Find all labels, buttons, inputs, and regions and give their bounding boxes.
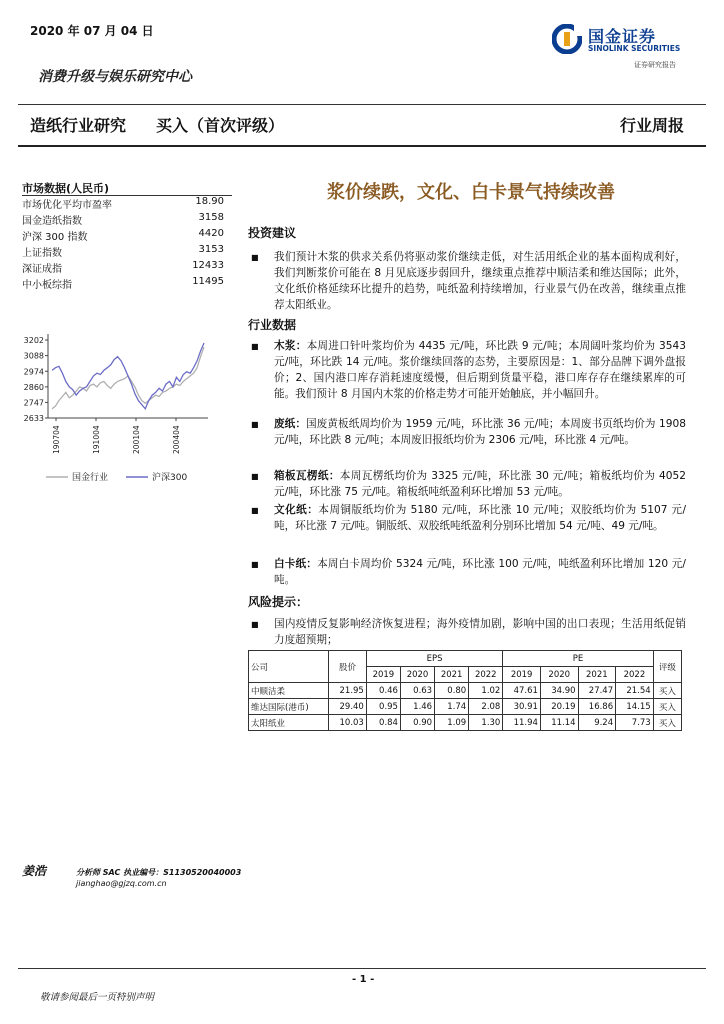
- table-row: [249, 683, 682, 699]
- research-center: 消费升级与娱乐研究中心: [38, 69, 192, 85]
- rating: 买入: [653, 683, 681, 699]
- industry-item: [274, 556, 686, 588]
- year-header: 2019: [503, 667, 541, 683]
- year-header: 2020: [400, 667, 434, 683]
- market-row: [22, 276, 224, 292]
- rating: 买入: [653, 715, 681, 731]
- divider: [18, 145, 706, 147]
- industry-item: [274, 416, 686, 448]
- y-tick-label: 2974: [23, 367, 44, 377]
- year-header: 2020: [540, 667, 578, 683]
- table-header: 评级: [653, 651, 681, 683]
- pe: 34.90: [540, 683, 578, 699]
- pe: 27.47: [578, 683, 616, 699]
- rating: 买入: [653, 699, 681, 715]
- table-header: 股价: [329, 651, 367, 683]
- item-text: 本周铜版纸均价为 5180 元/吨，环比涨 10 元/吨；双胶纸均价为 5107 元/吨，环比涨 7 元/吨。铜版纸、双胶纸吨纸盈利分别环比增加 54 元/吨、49 元/吨。: [274, 504, 687, 532]
- brand-subtitle: 证券研究报告: [634, 61, 676, 69]
- x-tick-label: 200404: [172, 425, 181, 454]
- bullet-icon: ■: [251, 472, 259, 481]
- x-tick-label: 191004: [92, 425, 101, 454]
- price: 21.95: [329, 683, 367, 699]
- market-row: [22, 228, 224, 244]
- pe: 9.24: [578, 715, 616, 731]
- report-title: 浆价续跌，文化、白卡景气持续改善: [327, 182, 615, 203]
- section-industry: 行业数据: [248, 318, 297, 332]
- year-header: 2022: [616, 667, 654, 683]
- eps: 0.90: [400, 715, 434, 731]
- market-label: 沪深 300 指数: [22, 232, 88, 243]
- market-label: 中小板综指: [22, 280, 72, 291]
- analyst-id: 分析师 SAC 执业编号：S1130520040003: [76, 868, 242, 877]
- year-header: 2021: [578, 667, 616, 683]
- y-tick-label: 3088: [23, 351, 44, 361]
- invest-text: 我们预计木浆的供求关系仍将驱动浆价继续走低，对生活用纸企业的基本面构成利好，我们判断浆价可能在 8 月见底逐步弱回升，继续重点推荐中顺洁柔和维达国际；此外，文化纸价格延续环比提升的趋势，吨纸盈利持续增加，行业景气仍在改善，继续重点推荐太阳纸业。: [274, 251, 686, 311]
- market-row: [22, 244, 224, 260]
- year-header: 2019: [366, 667, 400, 683]
- brand-logo: [552, 22, 692, 70]
- divider: [18, 968, 706, 969]
- market-row: [22, 212, 224, 228]
- item-head: 废纸：: [274, 418, 307, 430]
- author-email[interactable]: jianghao@gjzq.com.cn: [76, 879, 167, 888]
- bullet-icon: ■: [251, 506, 259, 515]
- industry-item: [274, 502, 686, 534]
- disclaimer: 敬请参阅最后一页特别声明: [40, 992, 155, 1003]
- table-header: EPS: [366, 651, 503, 667]
- brand-name-cn: 国金证券: [588, 27, 657, 46]
- bullet-icon: ■: [251, 342, 259, 351]
- market-label: 国金造纸指数: [22, 216, 82, 227]
- series-line-csi300: [52, 343, 204, 409]
- eps: 1.02: [469, 683, 503, 699]
- industry-item: [274, 468, 686, 500]
- author-name: 姜浩: [22, 864, 47, 878]
- section-risk: 风险提示：: [248, 595, 309, 609]
- company-name: 太阳纸业: [249, 715, 329, 731]
- logo-icon: [552, 24, 582, 54]
- item-head: 白卡纸：: [274, 558, 318, 570]
- y-tick-label: 3202: [23, 336, 44, 345]
- industry-title: 造纸行业研究: [30, 116, 127, 135]
- market-value: 18.90: [195, 196, 224, 207]
- pe: 21.54: [616, 683, 654, 699]
- bullet-icon: ■: [251, 560, 259, 569]
- market-row: [22, 260, 224, 276]
- industry-item: [274, 338, 686, 402]
- report-date: 2020 年 07 月 04 日: [30, 24, 154, 38]
- eps: 0.46: [366, 683, 400, 699]
- market-label: 上证指数: [22, 248, 62, 259]
- risk-text: 国内疫情反复影响经济恢复进程；海外疫情加剧，影响中国的出口表现；生活用纸促销力度超预期；: [274, 618, 686, 646]
- market-label: 市场优化平均市盈率: [22, 200, 112, 211]
- pe: 16.86: [578, 699, 616, 715]
- pe: 7.73: [616, 715, 654, 731]
- market-value: 12433: [192, 260, 224, 271]
- item-head: 木浆：: [274, 340, 307, 352]
- table-row: [249, 715, 682, 731]
- eps: 0.63: [400, 683, 434, 699]
- x-tick-label: 190704: [52, 425, 61, 454]
- legend-label: 沪深300: [152, 473, 188, 483]
- item-text: 本周进口针叶浆均价为 4435 元/吨，环比跌 9 元/吨；本周阔叶浆均价为 3543 元/吨，环比跌 14 元/吨。浆价继续回落的态势，主要原因是：1、部分品牌下调外盘报价；2、国内港口库存消耗速度缓慢，但后期到货量平稳，港口库存存在继续累库的可能。我们预计 8 月国内木浆的价格走势才可能开始触底，并小幅回升。: [274, 340, 687, 400]
- y-tick-label: 2860: [23, 382, 44, 392]
- item-text: 本周瓦楞纸均价为 3325 元/吨，环比涨 30 元/吨；箱板纸均价为 4052 元/吨，环比涨 75 元/吨。箱板纸吨纸盈利环比增加 53 元/吨。: [274, 470, 686, 498]
- y-tick-label: 2633: [23, 414, 44, 423]
- y-tick-label: 2747: [23, 398, 44, 408]
- eps: 1.46: [400, 699, 434, 715]
- market-row: [22, 196, 224, 212]
- market-value: 3153: [198, 244, 224, 255]
- eps: 0.84: [366, 715, 400, 731]
- company-name: 维达国际(港币): [249, 699, 329, 715]
- chart-svg: [18, 322, 228, 492]
- bullet-icon: ■: [251, 620, 259, 629]
- pe: 11.94: [503, 715, 541, 731]
- company-name: 中顺洁柔: [249, 683, 329, 699]
- pe: 14.15: [616, 699, 654, 715]
- pe: 11.14: [540, 715, 578, 731]
- section-invest: 投资建议: [248, 226, 297, 240]
- eps: 0.80: [435, 683, 469, 699]
- pe: 47.61: [503, 683, 541, 699]
- market-data-title: 市场数据(人民币): [22, 182, 110, 195]
- divider: [18, 104, 706, 105]
- price: 10.03: [329, 715, 367, 731]
- bullet-icon: ■: [251, 253, 259, 262]
- table-header: 公司: [249, 651, 329, 683]
- eps: 0.95: [366, 699, 400, 715]
- item-head: 文化纸：: [274, 504, 319, 516]
- brand-name-en: SINOLINK SECURITIES: [588, 44, 681, 53]
- price: 29.40: [329, 699, 367, 715]
- index-chart: [18, 322, 228, 492]
- year-header: 2021: [435, 667, 469, 683]
- pe: 30.91: [503, 699, 541, 715]
- valuation-table: [248, 650, 682, 731]
- x-tick-label: 200104: [132, 425, 141, 454]
- eps: 2.08: [469, 699, 503, 715]
- year-header: 2022: [469, 667, 503, 683]
- pe: 20.19: [540, 699, 578, 715]
- market-value: 4420: [198, 228, 224, 239]
- table-header: PE: [503, 651, 653, 667]
- item-text: 本周白卡周均价 5324 元/吨，环比涨 100 元/吨，吨纸盈利环比增加 120 元/吨。: [274, 558, 687, 586]
- eps: 1.30: [469, 715, 503, 731]
- report-type: 行业周报: [619, 116, 684, 135]
- eps: 1.74: [435, 699, 469, 715]
- table-row: [249, 699, 682, 715]
- eps: 1.09: [435, 715, 469, 731]
- market-value: 11495: [192, 276, 224, 287]
- market-value: 3158: [198, 212, 224, 223]
- bullet-icon: ■: [251, 420, 259, 429]
- rating: 买入（首次评级）: [156, 116, 285, 135]
- legend-label: 国金行业: [72, 473, 109, 483]
- item-head: 箱板瓦楞纸：: [274, 470, 340, 482]
- page-number: - 1 -: [352, 974, 375, 985]
- market-label: 深证成指: [22, 264, 62, 275]
- item-text: 国废黄板纸周均价为 1959 元/吨，环比涨 36 元/吨；本周废书页纸均价为 1908 元/吨，环比跌 8 元/吨；本周废旧报纸均价为 2306 元/吨，环比涨 4 元/吨。: [274, 418, 687, 446]
